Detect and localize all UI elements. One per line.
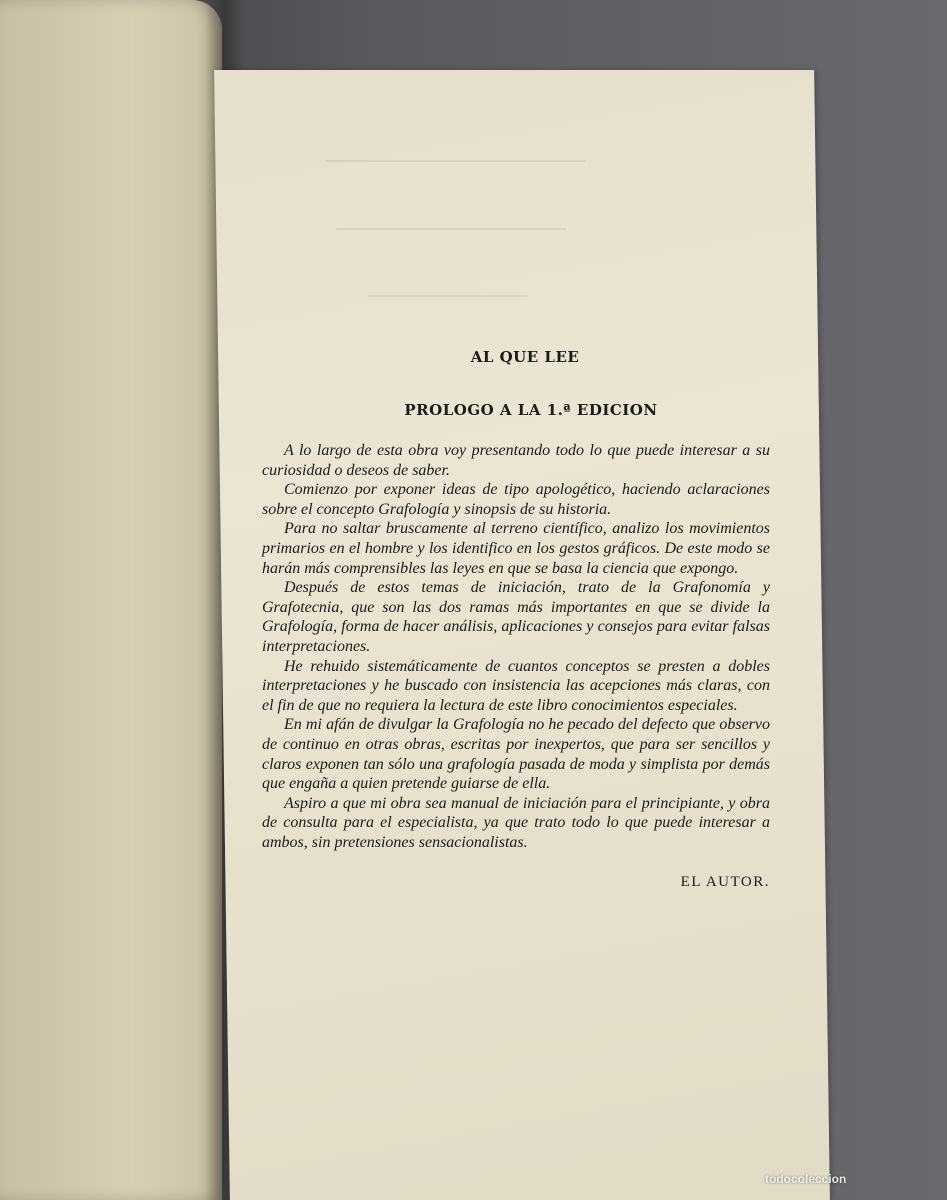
prologue-content [262, 340, 770, 891]
paragraph: Para no saltar bruscamente al terreno científico, analizo los movimientos primarios en el hombre y los identifico en los gestos gráficos. De este modo se harán más comprensibles las leyes en que se basa la ciencia que expongo. [262, 520, 770, 577]
paragraph: A lo largo de esta obra voy presentando todo lo que puede interesar a su curiosidad o deseos de saber. [262, 442, 770, 479]
watermark: todocoleccion [765, 1172, 847, 1186]
paragraph: He rehuido sistemáticamente de cuantos conceptos se presten a dobles interpretaciones y he buscado con insistencia las acepciones más claras, con el fin de que no requiera la lectura de este libro conocimientos especiales. [262, 657, 770, 714]
show-through-line [367, 295, 527, 297]
prologue-body [262, 441, 770, 852]
paragraph: Después de estos temas de iniciación, trato de la Grafonomía y Grafotecnia, que son las dos ramas más importantes en que se divide la Grafología, forma de hacer análisis, aplicaciones y consejos para evitar falsas interpretaciones. [262, 579, 770, 655]
paragraph: Comienzo por exponer ideas de tipo apologético, haciendo aclaraciones sobre el concepto Grafología y sinopsis de su historia. [262, 481, 770, 518]
author-signature: EL AUTOR. [680, 874, 770, 891]
paragraph: Aspiro a que mi obra sea manual de iniciación para el principiante, y obra de consulta para el especialista, ya que trato todo lo que puede interesar a ambos, sin pretensiones sensacionalistas. [262, 794, 770, 851]
show-through-line [336, 228, 566, 230]
section-heading: PROLOGO A LA 1.ª EDICION [404, 401, 658, 419]
show-through-line [325, 160, 585, 162]
left-page [0, 0, 222, 1200]
page-heading: AL QUE LEE [470, 348, 580, 366]
paragraph: En mi afán de divulgar la Grafología no he pecado del defecto que observo de continuo en otras obras, escritas por inexpertos, que para ser sencillos y claros exponen tan sólo una grafología pasada de moda y simplista por demás que engaña a quien pretende guiarse de ella. [262, 716, 770, 793]
